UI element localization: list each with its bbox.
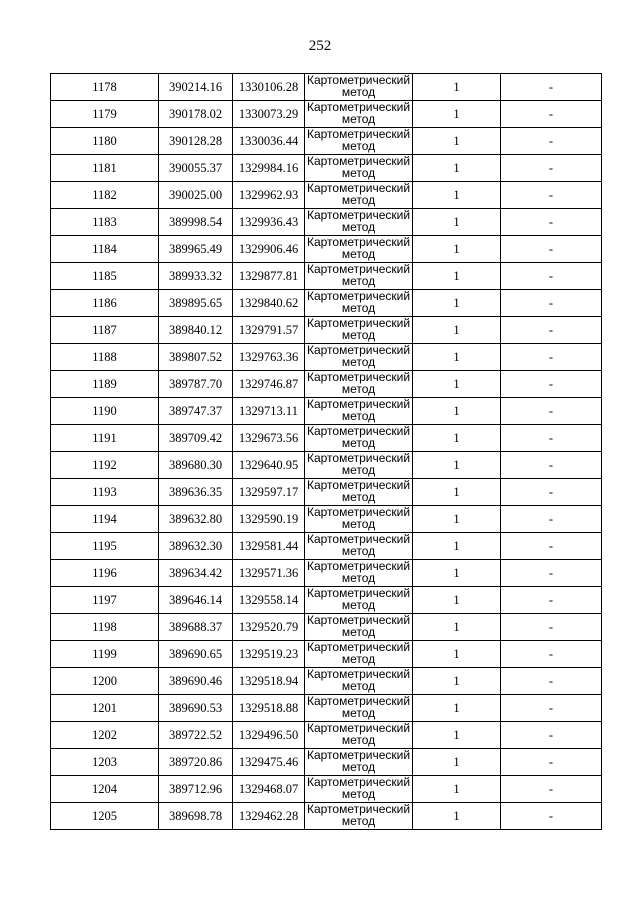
table-body	[51, 74, 602, 830]
x-coordinate-cell: 389688.37	[159, 614, 233, 641]
note-cell: -	[501, 506, 602, 533]
method-line-2: метод	[341, 733, 376, 747]
x-coordinate-cell: 389712.96	[159, 776, 233, 803]
y-coordinate-cell: 1329590.19	[233, 506, 305, 533]
table-row	[51, 560, 602, 587]
point-number-cell: 1182	[51, 182, 159, 209]
method-line-2: метод	[341, 382, 376, 396]
accuracy-cell: 1	[413, 344, 501, 371]
accuracy-cell: 1	[413, 776, 501, 803]
y-coordinate-cell: 1329906.46	[233, 236, 305, 263]
method-line-2: метод	[341, 760, 376, 774]
x-coordinate-cell: 389998.54	[159, 209, 233, 236]
table-row	[51, 533, 602, 560]
method-line-1: Картометрический	[306, 343, 411, 357]
x-coordinate-cell: 390178.02	[159, 101, 233, 128]
note-cell: -	[501, 290, 602, 317]
accuracy-cell: 1	[413, 182, 501, 209]
note-cell: -	[501, 74, 602, 101]
y-coordinate-cell: 1329984.16	[233, 155, 305, 182]
x-coordinate-cell: 390025.00	[159, 182, 233, 209]
method-line-2: метод	[341, 436, 376, 450]
method-line-1: Картометрический	[306, 505, 411, 519]
x-coordinate-cell: 389787.70	[159, 371, 233, 398]
y-coordinate-cell: 1329571.36	[233, 560, 305, 587]
x-coordinate-cell: 389747.37	[159, 398, 233, 425]
method-cell	[305, 155, 413, 182]
point-number-cell: 1188	[51, 344, 159, 371]
x-coordinate-cell: 390055.37	[159, 155, 233, 182]
table-row	[51, 101, 602, 128]
x-coordinate-cell: 390214.16	[159, 74, 233, 101]
y-coordinate-cell: 1329462.28	[233, 803, 305, 830]
y-coordinate-cell: 1329520.79	[233, 614, 305, 641]
y-coordinate-cell: 1329936.43	[233, 209, 305, 236]
table-row	[51, 587, 602, 614]
x-coordinate-cell: 389690.65	[159, 641, 233, 668]
method-line-1: Картометрический	[306, 127, 411, 141]
table-row	[51, 290, 602, 317]
method-cell	[305, 74, 413, 101]
method-cell	[305, 749, 413, 776]
point-number-cell: 1195	[51, 533, 159, 560]
method-line-2: метод	[341, 247, 376, 261]
accuracy-cell: 1	[413, 128, 501, 155]
page-number: 252	[308, 38, 332, 54]
table-row	[51, 263, 602, 290]
x-coordinate-cell: 389840.12	[159, 317, 233, 344]
x-coordinate-cell: 389690.46	[159, 668, 233, 695]
method-line-1: Картометрический	[306, 667, 411, 681]
table-row	[51, 398, 602, 425]
note-cell: -	[501, 209, 602, 236]
method-line-2: метод	[341, 220, 376, 234]
method-line-1: Картометрический	[306, 748, 411, 762]
method-line-1: Картометрический	[306, 775, 411, 789]
point-number-cell: 1193	[51, 479, 159, 506]
method-line-2: метод	[341, 706, 376, 720]
accuracy-cell: 1	[413, 614, 501, 641]
table-row	[51, 506, 602, 533]
point-number-cell: 1187	[51, 317, 159, 344]
y-coordinate-cell: 1329475.46	[233, 749, 305, 776]
x-coordinate-cell: 389933.32	[159, 263, 233, 290]
method-line-1: Картометрический	[306, 262, 411, 276]
x-coordinate-cell: 389965.49	[159, 236, 233, 263]
note-cell: -	[501, 749, 602, 776]
note-cell: -	[501, 182, 602, 209]
x-coordinate-cell: 389680.30	[159, 452, 233, 479]
y-coordinate-cell: 1329673.56	[233, 425, 305, 452]
method-line-1: Картометрический	[306, 721, 411, 735]
x-coordinate-cell: 389895.65	[159, 290, 233, 317]
point-number-cell: 1186	[51, 290, 159, 317]
note-cell: -	[501, 479, 602, 506]
y-coordinate-cell: 1329581.44	[233, 533, 305, 560]
accuracy-cell: 1	[413, 317, 501, 344]
note-cell: -	[501, 371, 602, 398]
table-row	[51, 695, 602, 722]
method-line-1: Картометрический	[306, 370, 411, 384]
x-coordinate-cell: 389636.35	[159, 479, 233, 506]
y-coordinate-cell: 1329763.36	[233, 344, 305, 371]
method-cell	[305, 398, 413, 425]
method-line-1: Картометрический	[306, 154, 411, 168]
method-cell	[305, 776, 413, 803]
method-cell	[305, 263, 413, 290]
point-number-cell: 1181	[51, 155, 159, 182]
point-number-cell: 1180	[51, 128, 159, 155]
note-cell: -	[501, 668, 602, 695]
method-cell	[305, 425, 413, 452]
point-number-cell: 1183	[51, 209, 159, 236]
table-row	[51, 803, 602, 830]
note-cell: -	[501, 614, 602, 641]
point-number-cell: 1179	[51, 101, 159, 128]
accuracy-cell: 1	[413, 398, 501, 425]
method-cell	[305, 587, 413, 614]
method-line-2: метод	[341, 814, 376, 828]
table-row	[51, 668, 602, 695]
accuracy-cell: 1	[413, 587, 501, 614]
method-line-1: Картометрический	[306, 100, 411, 114]
method-line-2: метод	[341, 355, 376, 369]
y-coordinate-cell: 1329746.87	[233, 371, 305, 398]
accuracy-cell: 1	[413, 722, 501, 749]
method-line-2: метод	[341, 463, 376, 477]
method-line-2: метод	[341, 328, 376, 342]
method-line-1: Картометрический	[306, 694, 411, 708]
method-cell	[305, 290, 413, 317]
point-number-cell: 1203	[51, 749, 159, 776]
method-cell	[305, 722, 413, 749]
accuracy-cell: 1	[413, 641, 501, 668]
table-row	[51, 641, 602, 668]
y-coordinate-cell: 1330106.28	[233, 74, 305, 101]
note-cell: -	[501, 533, 602, 560]
accuracy-cell: 1	[413, 560, 501, 587]
x-coordinate-cell: 389698.78	[159, 803, 233, 830]
x-coordinate-cell: 389632.30	[159, 533, 233, 560]
accuracy-cell: 1	[413, 155, 501, 182]
method-line-1: Картометрический	[306, 316, 411, 330]
table-row	[51, 425, 602, 452]
x-coordinate-cell: 389709.42	[159, 425, 233, 452]
table-row	[51, 749, 602, 776]
y-coordinate-cell: 1329558.14	[233, 587, 305, 614]
method-line-1: Картометрический	[306, 559, 411, 573]
accuracy-cell: 1	[413, 371, 501, 398]
y-coordinate-cell: 1329519.23	[233, 641, 305, 668]
note-cell: -	[501, 263, 602, 290]
x-coordinate-cell: 389720.86	[159, 749, 233, 776]
method-line-2: метод	[341, 787, 376, 801]
method-line-2: метод	[341, 85, 376, 99]
method-cell	[305, 101, 413, 128]
method-line-1: Картометрический	[306, 532, 411, 546]
table-row	[51, 344, 602, 371]
y-coordinate-cell: 1329496.50	[233, 722, 305, 749]
point-number-cell: 1194	[51, 506, 159, 533]
note-cell: -	[501, 695, 602, 722]
method-line-1: Картометрический	[306, 397, 411, 411]
method-line-1: Картометрический	[306, 235, 411, 249]
table-row	[51, 371, 602, 398]
point-number-cell: 1204	[51, 776, 159, 803]
method-cell	[305, 371, 413, 398]
y-coordinate-cell: 1329791.57	[233, 317, 305, 344]
method-cell	[305, 695, 413, 722]
method-cell	[305, 479, 413, 506]
x-coordinate-cell: 390128.28	[159, 128, 233, 155]
note-cell: -	[501, 398, 602, 425]
method-cell	[305, 182, 413, 209]
accuracy-cell: 1	[413, 74, 501, 101]
method-cell	[305, 803, 413, 830]
point-number-cell: 1192	[51, 452, 159, 479]
method-line-2: метод	[341, 409, 376, 423]
method-line-1: Картометрический	[306, 478, 411, 492]
point-number-cell: 1185	[51, 263, 159, 290]
x-coordinate-cell: 389632.80	[159, 506, 233, 533]
table-row	[51, 776, 602, 803]
point-number-cell: 1202	[51, 722, 159, 749]
note-cell: -	[501, 101, 602, 128]
method-line-2: метод	[341, 571, 376, 585]
point-number-cell: 1198	[51, 614, 159, 641]
method-cell	[305, 209, 413, 236]
method-line-2: метод	[341, 274, 376, 288]
note-cell: -	[501, 776, 602, 803]
table-row	[51, 614, 602, 641]
note-cell: -	[501, 722, 602, 749]
method-line-1: Картометрический	[306, 424, 411, 438]
y-coordinate-cell: 1329468.07	[233, 776, 305, 803]
point-number-cell: 1199	[51, 641, 159, 668]
method-cell	[305, 506, 413, 533]
y-coordinate-cell: 1329518.94	[233, 668, 305, 695]
method-cell	[305, 344, 413, 371]
method-line-1: Картометрический	[306, 613, 411, 627]
accuracy-cell: 1	[413, 263, 501, 290]
x-coordinate-cell: 389722.52	[159, 722, 233, 749]
y-coordinate-cell: 1329840.62	[233, 290, 305, 317]
accuracy-cell: 1	[413, 803, 501, 830]
note-cell: -	[501, 803, 602, 830]
x-coordinate-cell: 389646.14	[159, 587, 233, 614]
accuracy-cell: 1	[413, 749, 501, 776]
method-cell	[305, 614, 413, 641]
accuracy-cell: 1	[413, 290, 501, 317]
x-coordinate-cell: 389690.53	[159, 695, 233, 722]
table-row	[51, 128, 602, 155]
method-cell	[305, 452, 413, 479]
accuracy-cell: 1	[413, 425, 501, 452]
table-row	[51, 182, 602, 209]
accuracy-cell: 1	[413, 506, 501, 533]
y-coordinate-cell: 1330036.44	[233, 128, 305, 155]
accuracy-cell: 1	[413, 236, 501, 263]
method-line-2: метод	[341, 544, 376, 558]
point-number-cell: 1189	[51, 371, 159, 398]
note-cell: -	[501, 236, 602, 263]
accuracy-cell: 1	[413, 209, 501, 236]
table-row	[51, 209, 602, 236]
method-cell	[305, 668, 413, 695]
point-number-cell: 1205	[51, 803, 159, 830]
accuracy-cell: 1	[413, 101, 501, 128]
y-coordinate-cell: 1330073.29	[233, 101, 305, 128]
table-row	[51, 155, 602, 182]
note-cell: -	[501, 560, 602, 587]
method-line-2: метод	[341, 679, 376, 693]
method-line-2: метод	[341, 490, 376, 504]
y-coordinate-cell: 1329597.17	[233, 479, 305, 506]
table-row	[51, 479, 602, 506]
method-line-2: метод	[341, 517, 376, 531]
method-line-2: метод	[341, 652, 376, 666]
method-cell	[305, 317, 413, 344]
note-cell: -	[501, 425, 602, 452]
method-line-2: метод	[341, 166, 376, 180]
y-coordinate-cell: 1329518.88	[233, 695, 305, 722]
note-cell: -	[501, 587, 602, 614]
note-cell: -	[501, 641, 602, 668]
method-cell	[305, 641, 413, 668]
note-cell: -	[501, 317, 602, 344]
point-number-cell: 1201	[51, 695, 159, 722]
table-row	[51, 74, 602, 101]
accuracy-cell: 1	[413, 479, 501, 506]
method-line-1: Картометрический	[306, 451, 411, 465]
x-coordinate-cell: 389634.42	[159, 560, 233, 587]
method-cell	[305, 533, 413, 560]
y-coordinate-cell: 1329877.81	[233, 263, 305, 290]
point-number-cell: 1191	[51, 425, 159, 452]
point-number-cell: 1178	[51, 74, 159, 101]
coordinates-table	[50, 73, 602, 830]
y-coordinate-cell: 1329640.95	[233, 452, 305, 479]
method-line-2: метод	[341, 598, 376, 612]
method-line-1: Картометрический	[306, 586, 411, 600]
method-line-1: Картометрический	[306, 208, 411, 222]
table-row	[51, 722, 602, 749]
point-number-cell: 1196	[51, 560, 159, 587]
y-coordinate-cell: 1329713.11	[233, 398, 305, 425]
point-number-cell: 1197	[51, 587, 159, 614]
point-number-cell: 1190	[51, 398, 159, 425]
method-line-1: Картометрический	[306, 289, 411, 303]
accuracy-cell: 1	[413, 533, 501, 560]
point-number-cell: 1200	[51, 668, 159, 695]
method-cell	[305, 128, 413, 155]
method-line-2: метод	[341, 193, 376, 207]
method-line-1: Картометрический	[306, 640, 411, 654]
method-line-2: метод	[341, 301, 376, 315]
method-cell	[305, 236, 413, 263]
method-line-1: Картометрический	[306, 73, 411, 87]
method-line-1: Картометрический	[306, 802, 411, 816]
method-line-1: Картометрический	[306, 181, 411, 195]
table-row	[51, 317, 602, 344]
table-row	[51, 452, 602, 479]
note-cell: -	[501, 128, 602, 155]
point-number-cell: 1184	[51, 236, 159, 263]
note-cell: -	[501, 452, 602, 479]
method-line-2: метод	[341, 625, 376, 639]
note-cell: -	[501, 344, 602, 371]
method-cell	[305, 560, 413, 587]
accuracy-cell: 1	[413, 695, 501, 722]
table-row	[51, 236, 602, 263]
x-coordinate-cell: 389807.52	[159, 344, 233, 371]
method-line-2: метод	[341, 139, 376, 153]
note-cell: -	[501, 155, 602, 182]
y-coordinate-cell: 1329962.93	[233, 182, 305, 209]
method-line-2: метод	[341, 112, 376, 126]
accuracy-cell: 1	[413, 668, 501, 695]
accuracy-cell: 1	[413, 452, 501, 479]
